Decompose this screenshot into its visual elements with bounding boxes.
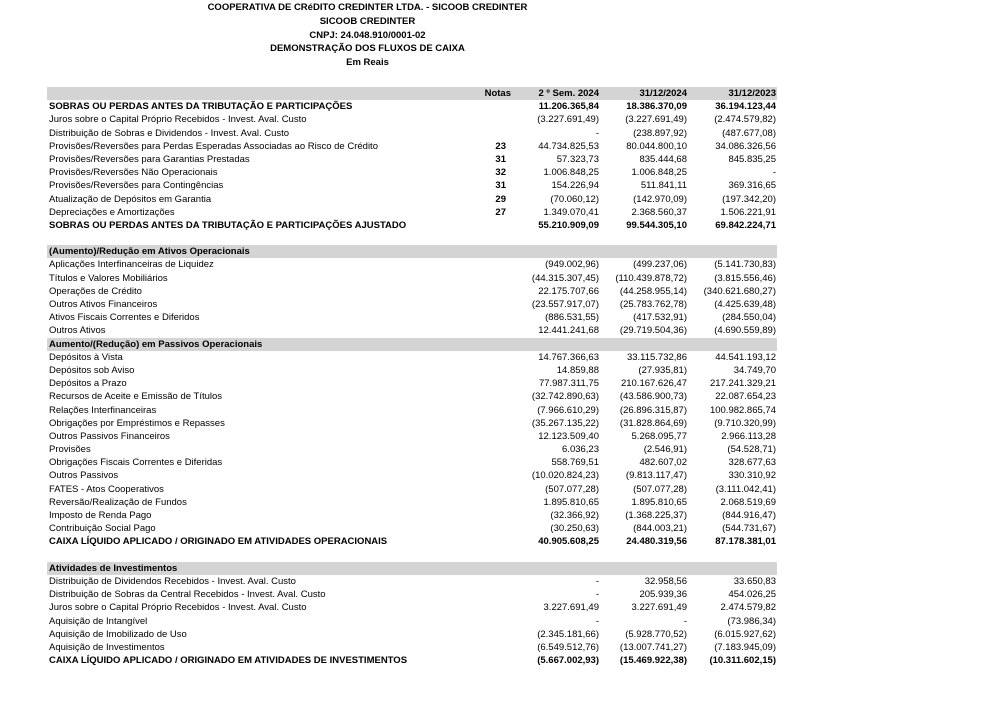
column-header-row (47, 87, 777, 100)
row-value-31-12-2024: (3.227.691,49) (625, 114, 687, 126)
row-value-31-12-2023: (197.342,20) (722, 193, 776, 205)
row-value-31-12-2023: 369.316,65 (728, 180, 776, 192)
row-value-2nd-semester-2024: 14.859,88 (556, 364, 599, 376)
row-label: Outros Ativos Financeiros (49, 299, 158, 310)
row-value-31-12-2023: (3.815.556,46) (714, 272, 776, 284)
table-row (47, 351, 777, 364)
row-value-31-12-2023: 34.086.326,56 (715, 140, 776, 152)
row-value-31-12-2023: (284.550,04) (722, 312, 776, 324)
row-label: Reversão/Realização de Fundos (49, 496, 187, 508)
row-value-2nd-semester-2024: - (595, 575, 599, 587)
row-value-31-12-2024: 511.841,11 (640, 180, 687, 192)
row-value-2nd-semester-2024: (507.077,28) (545, 483, 599, 495)
row-notes: 27 (495, 206, 506, 218)
row-value-2nd-semester-2024: 40.905.608,25 (538, 536, 599, 548)
total-row (47, 219, 777, 232)
row-label: Recursos de Aceite e Emissão de Títulos (49, 391, 223, 403)
section-header-row (47, 338, 777, 351)
row-label: Relações Interfinanceiras (49, 404, 157, 416)
table-row (47, 127, 777, 140)
row-value-2nd-semester-2024: 11.206.365,84 (538, 101, 599, 113)
table-row (47, 575, 777, 588)
row-value-31-12-2024: (31.828.864,69) (619, 417, 687, 429)
row-label: Imposto de Renda Pago (49, 510, 152, 521)
row-value-31-12-2023: (3.111.042,41) (715, 483, 776, 495)
row-label: Distribuição de Dividendos Recebidos - Invest. Aval. Custo (49, 575, 296, 587)
total-row (47, 535, 777, 548)
row-value-31-12-2023: (54.528,71) (727, 444, 776, 456)
row-value-31-12-2024: (15.469.922,38) (619, 655, 687, 667)
section-label: (Aumento)/Redução em Ativos Operacionais (49, 246, 250, 258)
row-value-31-12-2024: 1.895.810,65 (631, 496, 687, 508)
row-value-31-12-2024: (417.532,91) (633, 312, 687, 324)
spacer-row (47, 549, 777, 562)
table-row (47, 641, 777, 654)
row-value-2nd-semester-2024: (70.060,12) (550, 193, 599, 205)
row-label: Obrigações Fiscais Correntes e Diferidas (49, 457, 223, 469)
row-value-31-12-2023: 845.835,25 (728, 153, 776, 165)
row-value-2nd-semester-2024: (35.267.135,22) (531, 417, 599, 429)
col-header-31-12-2024: 31/12/2024 (639, 88, 687, 99)
row-value-31-12-2024: 32.958,56 (644, 575, 687, 587)
row-label: Provisões/Reversões para Perdas Esperadas Associadas ao Risco de Crédito (49, 140, 378, 152)
row-label: Provisões/Reversões para Garantias Prestadas (49, 153, 250, 165)
table-row (47, 298, 777, 311)
row-value-2nd-semester-2024: 1.006.848,25 (543, 167, 599, 179)
row-value-31-12-2023: 2.068.519,69 (720, 496, 776, 508)
row-value-31-12-2024: (25.783.762,78) (619, 299, 687, 310)
table-row (47, 377, 777, 390)
table-row (47, 311, 777, 324)
row-value-31-12-2023: (6.015.927,62) (714, 628, 776, 640)
section-label: Aumento/(Redução) em Passivos Operacionais (49, 338, 263, 350)
row-value-31-12-2024: (1.368.225,37) (625, 510, 687, 521)
row-label: SOBRAS OU PERDAS ANTES DA TRIBUTAÇÃO E PARTICIPAÇÕES (49, 101, 353, 113)
row-value-31-12-2024: 99.544.305,10 (626, 219, 687, 231)
table-row (47, 206, 777, 219)
row-value-31-12-2024: 205.939,36 (639, 589, 687, 601)
row-value-31-12-2023: 36.194.123,44 (715, 101, 776, 113)
row-value-31-12-2023: (4.690.559,89) (714, 325, 776, 337)
row-value-31-12-2024: (44.258.955,14) (619, 285, 687, 297)
row-value-31-12-2023: 87.178.381,01 (715, 536, 776, 548)
cash-flow-table (47, 87, 777, 667)
row-label: Distribuição de Sobras da Central Recebidos - Invest. Aval. Custo (49, 589, 326, 601)
row-label: Obrigações por Empréstimos e Repasses (49, 417, 225, 429)
row-value-31-12-2024: (2.546,91) (643, 444, 687, 456)
row-label: Depósitos sob Aviso (49, 364, 135, 376)
row-value-31-12-2024: (5.928.770,52) (625, 628, 687, 640)
row-value-31-12-2024: (844.003,21) (633, 523, 687, 535)
row-value-31-12-2023: - (772, 167, 776, 179)
cnpj: CNPJ: 24.048.910/0001-02 (309, 30, 426, 41)
row-value-2nd-semester-2024: (44.315.307,45) (531, 272, 599, 284)
table-row (47, 456, 777, 469)
table-row (47, 179, 777, 192)
row-notes: 31 (495, 153, 506, 165)
section-header-row (47, 562, 777, 575)
table-row (47, 258, 777, 271)
section-label: Atividades de Investimentos (49, 562, 178, 574)
table-row (47, 588, 777, 601)
row-value-31-12-2023: (5.141.730,83) (714, 259, 776, 271)
row-value-31-12-2024: (142.970,09) (633, 193, 687, 205)
row-label: SOBRAS OU PERDAS ANTES DA TRIBUTAÇÃO E PARTICIPAÇÕES AJUSTADO (49, 219, 407, 231)
row-value-2nd-semester-2024: 3.227.691,49 (543, 602, 599, 614)
row-value-31-12-2024: 210.167.626,47 (620, 378, 687, 390)
row-label: Aquisição de Imobilizado de Uso (49, 628, 187, 640)
table-row (47, 417, 777, 430)
row-value-31-12-2024: (507.077,28) (633, 483, 687, 495)
row-value-31-12-2024: 3.227.691,49 (631, 602, 687, 614)
row-value-31-12-2023: 2.966.113,28 (721, 430, 776, 442)
row-value-2nd-semester-2024: 55.210.909,09 (538, 219, 599, 231)
row-value-31-12-2023: (7.183.945,09) (714, 641, 776, 653)
row-value-31-12-2024: 2.368.560,37 (631, 206, 687, 218)
table-row (47, 615, 777, 628)
row-label: Depreciações e Amortizações (49, 206, 175, 218)
row-value-31-12-2024: (499.237,06) (633, 259, 687, 271)
row-value-2nd-semester-2024: 44.734.825,53 (538, 140, 599, 152)
row-value-2nd-semester-2024: (3.227.691,49) (537, 114, 599, 126)
row-label: Provisões/Reversões Não Operacionais (49, 167, 218, 179)
row-value-31-12-2023: 33.650,83 (733, 575, 776, 587)
row-value-31-12-2023: 69.842.224,71 (715, 219, 776, 231)
row-label: Juros sobre o Capital Próprio Recebidos - Invest. Aval. Custo (49, 602, 307, 614)
table-row (47, 153, 777, 166)
row-label: Operações de Crédito (49, 285, 142, 297)
row-value-2nd-semester-2024: 6.036,23 (562, 444, 599, 456)
row-value-31-12-2024: 18.386.370,09 (626, 101, 687, 113)
report-title: DEMONSTRAÇÃO DOS FLUXOS DE CAIXA (270, 43, 465, 54)
row-label: CAIXA LÍQUIDO APLICADO / ORIGINADO EM ATIVIDADES OPERACIONAIS (49, 536, 388, 548)
row-value-2nd-semester-2024: (6.549.512,76) (537, 641, 599, 653)
row-value-2nd-semester-2024: 12.123.509,40 (538, 430, 599, 442)
row-value-31-12-2023: (544.731,67) (722, 523, 776, 535)
table-row (47, 390, 777, 403)
row-value-31-12-2023: 22.087.654,23 (715, 391, 776, 403)
row-label: Atualização de Depósitos em Garantia (49, 193, 212, 205)
table-row (47, 496, 777, 509)
row-label: Depósitos a Prazo (49, 378, 127, 390)
row-label: Aquisição de Intangível (49, 615, 148, 627)
row-value-2nd-semester-2024: (2.345.181,66) (537, 628, 599, 640)
row-label: Títulos e Valores Mobiliários (49, 272, 168, 284)
table-row (47, 443, 777, 456)
table-row (47, 285, 777, 298)
row-value-2nd-semester-2024: (5.667.002,93) (537, 655, 599, 667)
row-notes: 29 (495, 193, 506, 205)
row-value-31-12-2024: 80.044.800,10 (626, 140, 687, 152)
row-value-31-12-2024: 5.268.095,77 (631, 430, 687, 442)
section-header-row (47, 245, 777, 258)
row-value-2nd-semester-2024: (32.742.890,63) (531, 391, 599, 403)
row-notes: 23 (495, 140, 506, 152)
table-row (47, 404, 777, 417)
table-body (47, 100, 777, 667)
row-value-2nd-semester-2024: 1.895.810,65 (543, 496, 599, 508)
row-value-31-12-2023: 34.749,70 (733, 364, 776, 376)
col-header-31-12-2023: 31/12/2023 (728, 88, 776, 99)
col-header-notes: Notas (484, 88, 511, 99)
company-short-name: SICOOB CREDINTER (319, 16, 416, 27)
col-header-2nd-semester-2024: 2 º Sem. 2024 (538, 88, 599, 99)
row-label: Aquisição de Investimentos (49, 641, 165, 653)
row-label: Provisões/Reversões para Contingências (49, 180, 224, 192)
row-value-2nd-semester-2024: (949.002,96) (545, 259, 599, 271)
currency-note: Em Reais (346, 57, 389, 68)
row-value-31-12-2023: 328.677,63 (728, 457, 776, 469)
row-value-31-12-2024: 33.115.732,86 (626, 351, 687, 363)
row-value-31-12-2023: (487.677,08) (722, 127, 776, 139)
table-row (47, 509, 777, 522)
row-value-2nd-semester-2024: - (595, 589, 599, 601)
row-value-2nd-semester-2024: (32.366,92) (550, 510, 599, 521)
row-label: FATES - Atos Cooperativos (49, 483, 164, 495)
row-value-31-12-2023: (9.710.320,99) (714, 417, 776, 429)
row-label: Ativos Fiscais Correntes e Diferidos (49, 312, 200, 324)
row-value-31-12-2023: (2.474.579,82) (714, 114, 776, 126)
table-row (47, 272, 777, 285)
row-value-31-12-2024: 24.480.319,56 (626, 536, 687, 548)
row-value-31-12-2024: (13.007.741,27) (619, 641, 687, 653)
row-label: Outros Passivos Financeiros (49, 430, 170, 442)
table-row (47, 601, 777, 614)
total-row (47, 654, 777, 667)
row-value-2nd-semester-2024: (886.531,55) (545, 312, 599, 324)
row-label: Distribuição de Sobras e Dividendos - Invest. Aval. Custo (49, 127, 290, 139)
row-value-2nd-semester-2024: 154.226,94 (551, 180, 599, 192)
table-row (47, 364, 777, 377)
row-value-2nd-semester-2024: 1.349.070,41 (543, 206, 599, 218)
table-row (47, 166, 777, 179)
table-row (47, 113, 777, 126)
row-value-31-12-2024: (238.897,92) (633, 127, 687, 139)
row-value-2nd-semester-2024: (23.557.917,07) (531, 299, 599, 310)
row-value-31-12-2023: (340.621.680,27) (703, 285, 776, 297)
row-label: Aplicações Interfinanceiras de Liquidez (49, 259, 214, 271)
row-value-2nd-semester-2024: 77.987.311,75 (538, 378, 599, 390)
row-value-31-12-2024: (110.439.878,72) (615, 272, 687, 284)
row-value-2nd-semester-2024: 14.767.366,63 (538, 351, 599, 363)
table-row (47, 522, 777, 535)
table-row (47, 430, 777, 443)
table-row (47, 140, 777, 153)
row-value-31-12-2023: 100.982.865,74 (709, 404, 776, 416)
row-notes: 31 (495, 180, 506, 192)
row-value-31-12-2023: 454.026,25 (728, 589, 776, 601)
row-value-2nd-semester-2024: 558.769,51 (551, 457, 599, 469)
row-value-31-12-2024: - (683, 615, 687, 627)
row-label: Outros Ativos (49, 325, 106, 337)
row-value-31-12-2024: (27.935,81) (638, 364, 687, 376)
row-value-2nd-semester-2024: 22.175.707,66 (538, 285, 599, 297)
company-name: COOPERATIVA DE CRéDITO CREDINTER LTDA. - SICOOB CREDINTER (207, 2, 528, 13)
row-value-31-12-2023: 330.310,92 (728, 470, 776, 482)
row-value-2nd-semester-2024: - (595, 615, 599, 627)
table-row (47, 324, 777, 337)
row-value-31-12-2023: (4.425.639,48) (714, 299, 776, 310)
row-label: Juros sobre o Capital Próprio Recebidos - Invest. Aval. Custo (49, 114, 307, 126)
row-value-2nd-semester-2024: 57.323,73 (556, 153, 599, 165)
row-value-31-12-2023: 2.474.579,82 (720, 602, 776, 614)
row-label: Outros Passivos (49, 470, 119, 482)
row-value-31-12-2023: (73.986,34) (727, 615, 776, 627)
table-row (47, 628, 777, 641)
row-value-31-12-2024: (9.813.117,47) (625, 470, 687, 482)
row-value-2nd-semester-2024: (7.966.610,29) (537, 404, 599, 416)
total-row (47, 100, 777, 113)
row-value-2nd-semester-2024: (10.020.824,23) (531, 470, 599, 482)
table-row (47, 469, 777, 482)
row-value-31-12-2023: (844.916,47) (722, 510, 776, 521)
row-value-2nd-semester-2024: 12.441.241,68 (538, 325, 599, 337)
row-value-31-12-2023: 1.506.221,91 (720, 206, 776, 218)
row-value-2nd-semester-2024: (30.250,63) (550, 523, 599, 535)
row-label: Provisões (49, 444, 91, 456)
row-value-31-12-2024: (26.896.315,87) (619, 404, 687, 416)
spacer-row (47, 232, 777, 245)
row-value-31-12-2024: (43.586.900,73) (619, 391, 687, 403)
row-value-31-12-2024: 835.444,68 (639, 153, 687, 165)
table-row (47, 193, 777, 206)
row-label: Depósitos à Vista (49, 351, 123, 363)
row-value-2nd-semester-2024: - (595, 127, 599, 139)
row-label: Contribuição Social Pago (49, 523, 156, 535)
row-value-31-12-2024: 1.006.848,25 (631, 167, 687, 179)
row-notes: 32 (495, 167, 506, 179)
row-value-31-12-2023: 44.541.193,12 (715, 351, 776, 363)
table-row (47, 483, 777, 496)
row-label: CAIXA LÍQUIDO APLICADO / ORIGINADO EM ATIVIDADES DE INVESTIMENTOS (49, 655, 408, 667)
row-value-31-12-2024: 482.607,02 (639, 457, 687, 469)
row-value-31-12-2023: 217.241.329,21 (709, 378, 776, 390)
row-value-31-12-2023: (10.311.602,15) (709, 655, 776, 667)
row-value-31-12-2024: (29.719.504,36) (619, 325, 687, 337)
